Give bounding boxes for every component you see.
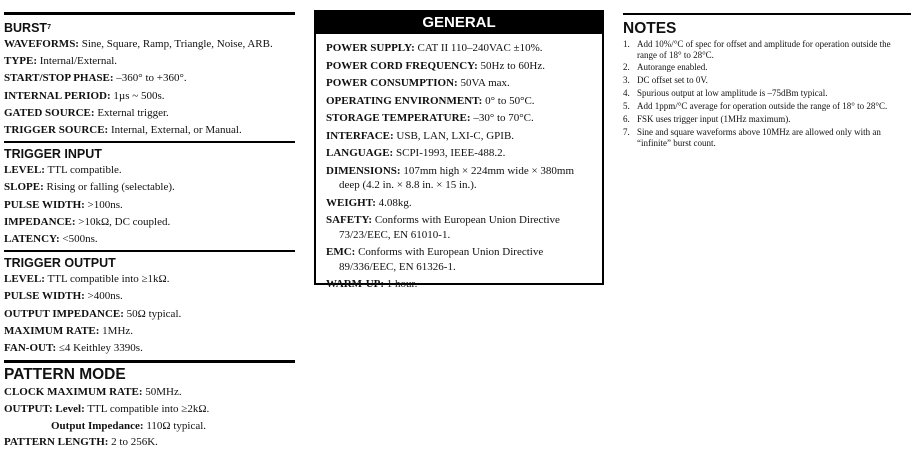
spec-line	[4, 271, 295, 288]
general-item	[326, 94, 592, 109]
pattern-mode-lines	[4, 384, 295, 451]
trigger-output-lines	[4, 271, 295, 357]
spec-value: USB, LAN, LXI-C, GPIB.	[393, 129, 515, 142]
spec-line	[4, 179, 295, 196]
spec-key: TYPE:	[4, 55, 37, 68]
spec-key: OPERATING ENVIRONMENT:	[326, 94, 483, 107]
burst-title	[4, 15, 295, 36]
note-number: 3.	[623, 75, 630, 86]
spec-key: START/STOP PHASE:	[4, 72, 114, 85]
spec-key: CLOCK MAXIMUM RATE:	[4, 386, 143, 399]
spec-key: LANGUAGE:	[326, 147, 394, 159]
left-column	[4, 0, 295, 451]
spec-value: TTL compatible into ≥1kΩ.	[44, 273, 170, 286]
general-items	[316, 34, 602, 292]
general-item	[326, 196, 592, 211]
spec-key: WARM-UP:	[326, 278, 385, 290]
note-text: Sine and square waveforms above 10MHz are allowed only with an “infinite” burst count.	[637, 126, 881, 148]
spec-value: <500ns.	[59, 233, 98, 246]
spec-value: 1MHz.	[99, 324, 134, 337]
general-item	[326, 213, 592, 242]
spec-line	[4, 36, 295, 53]
spec-value: TTL compatible.	[44, 164, 122, 177]
burst-title-text: BURST	[4, 21, 48, 35]
spec-line	[4, 214, 295, 231]
spec-value: ≤4 Keithley 3390s.	[56, 342, 143, 355]
middle-column	[314, 0, 604, 290]
spec-key: GATED SOURCE:	[4, 106, 95, 119]
note-item	[623, 75, 911, 86]
note-item	[623, 114, 911, 125]
spec-value: SCPI-1993, IEEE-488.2.	[393, 147, 506, 159]
spec-line	[4, 401, 295, 418]
spec-value: 107mm high × 224mm wide × 380mm	[400, 164, 575, 177]
spec-value: Sine, Square, Ramp, Triangle, Noise, ARB.	[78, 38, 273, 50]
spec-value: 50MHz.	[142, 386, 182, 399]
spec-line	[4, 306, 295, 323]
spec-line	[4, 122, 295, 139]
spec-value: 50Ω typical.	[123, 307, 182, 320]
spec-key: WEIGHT:	[326, 196, 376, 209]
spec-line	[4, 162, 295, 179]
spec-key: PATTERN LENGTH:	[4, 435, 109, 448]
spec-value: 1 hour.	[384, 278, 418, 290]
general-item	[326, 245, 592, 274]
general-item	[326, 277, 592, 292]
spec-value: TTL compatible into ≥2kΩ.	[84, 403, 210, 416]
spec-key: SLOPE:	[4, 181, 44, 194]
burst-lines	[4, 36, 295, 139]
trigger-output-title: TRIGGER OUTPUT	[4, 256, 116, 271]
spec-value: >10kΩ, DC coupled.	[75, 215, 171, 228]
pattern-mode-title: PATTERN MODE	[4, 366, 126, 384]
note-text: Spurious output at low amplitude is –75dBm typical.	[637, 88, 828, 99]
general-item	[326, 129, 592, 144]
spec-line	[4, 231, 295, 248]
spec-value: –30° to 70°C.	[470, 112, 534, 124]
note-item	[623, 39, 911, 60]
spec-continuation: 89/336/EEC, EN 61326-1.	[339, 260, 456, 273]
spec-value: Rising or falling (selectable).	[43, 181, 175, 194]
spec-key: LEVEL:	[4, 164, 45, 177]
spec-key: IMPEDANCE:	[4, 215, 76, 228]
note-number: 5.	[623, 101, 630, 112]
note-text: DC offset set to 0V.	[637, 75, 708, 86]
note-text: Autorange enabled.	[637, 62, 708, 73]
burst-footnote: 7	[47, 24, 51, 31]
spec-value: 50Hz to 60Hz.	[477, 59, 545, 72]
note-number: 2.	[623, 62, 630, 73]
spec-continuation: deep (4.2 in. × 8.8 in. × 15 in.).	[339, 179, 477, 191]
notes-list	[623, 39, 911, 148]
note-item	[623, 101, 911, 112]
notes-title: NOTES	[623, 20, 677, 37]
spec-key: POWER SUPPLY:	[326, 42, 415, 54]
spec-key: DIMENSIONS:	[326, 164, 401, 177]
spec-value: 2 to 256K.	[108, 435, 158, 448]
spec-line	[4, 105, 295, 122]
spec-line	[4, 434, 295, 451]
spec-line	[4, 340, 295, 357]
note-number: 4.	[623, 88, 630, 99]
spec-key: INTERFACE:	[326, 129, 394, 142]
note-number: 7.	[623, 126, 630, 137]
spec-value: >400ns.	[84, 290, 123, 303]
spec-value: CAT II 110–240VAC ±10%.	[414, 42, 543, 54]
general-item	[326, 76, 592, 91]
note-text: Add 10%/°C of spec for offset and amplitude for operation outside the range of 18° to 28°C.	[637, 39, 891, 60]
spec-key: LEVEL:	[4, 273, 45, 286]
spec-value: Conforms with European Union Directive	[372, 214, 560, 226]
spec-continuation: 73/23/EEC, EN 61010-1.	[339, 228, 451, 241]
spec-key: POWER CORD FREQUENCY:	[326, 59, 478, 72]
note-text: FSK uses trigger input (1MHz maximum).	[637, 114, 791, 125]
general-item	[326, 111, 592, 126]
trigger-input-title: TRIGGER INPUT	[4, 147, 102, 162]
general-item	[326, 41, 592, 56]
spec-value: 4.08kg.	[375, 196, 412, 209]
general-item	[326, 146, 592, 161]
note-item	[623, 88, 911, 99]
spec-value: 50VA max.	[457, 77, 510, 89]
spec-key: WAVEFORMS:	[4, 38, 79, 50]
general-item	[326, 59, 592, 74]
spec-key: OUTPUT IMPEDANCE:	[4, 307, 124, 320]
spec-line	[4, 419, 295, 434]
note-item	[623, 127, 911, 148]
spec-line	[4, 384, 295, 401]
spec-line	[4, 197, 295, 214]
spec-value: External trigger.	[94, 106, 169, 119]
spec-key: POWER CONSUMPTION:	[326, 77, 458, 89]
spec-line	[4, 70, 295, 87]
spec-key: PULSE WIDTH:	[4, 198, 85, 211]
spec-key: PULSE WIDTH:	[4, 290, 85, 303]
spec-key: EMC:	[326, 246, 356, 258]
spec-key: OUTPUT: Level:	[4, 403, 85, 416]
spec-key: SAFETY:	[326, 214, 373, 226]
spec-value: 1µs ~ 500s.	[110, 89, 165, 102]
general-title: GENERAL	[316, 12, 602, 34]
spec-key: LATENCY:	[4, 233, 60, 246]
spec-key: STORAGE TEMPERATURE:	[326, 112, 471, 124]
trigger-input-lines	[4, 162, 295, 248]
note-text: Add 1ppm/°C average for operation outside the range of 18° to 28°C.	[637, 101, 888, 112]
spec-key: Output Impedance:	[51, 419, 144, 432]
right-column	[623, 0, 911, 150]
general-item	[326, 164, 592, 193]
note-item	[623, 62, 911, 73]
spec-line	[4, 53, 295, 70]
note-number: 1.	[623, 39, 630, 49]
spec-line	[4, 288, 295, 305]
spec-key: FAN-OUT:	[4, 342, 57, 355]
spec-value: Internal/External.	[37, 55, 118, 68]
spec-key: INTERNAL PERIOD:	[4, 89, 111, 102]
spec-value: 110Ω typical.	[143, 419, 207, 432]
spec-value: Internal, External, or Manual.	[108, 124, 242, 137]
spec-key: TRIGGER SOURCE:	[4, 124, 109, 137]
spec-value: –360° to +360°.	[113, 72, 187, 85]
spec-value: 0° to 50°C.	[482, 94, 535, 107]
note-number: 6.	[623, 114, 630, 125]
spec-key: MAXIMUM RATE:	[4, 324, 100, 337]
spec-line	[4, 88, 295, 105]
spec-value: Conforms with European Union Directive	[355, 246, 544, 258]
spec-value: >100ns.	[84, 198, 123, 211]
general-box	[314, 10, 604, 290]
spec-line	[4, 323, 295, 340]
